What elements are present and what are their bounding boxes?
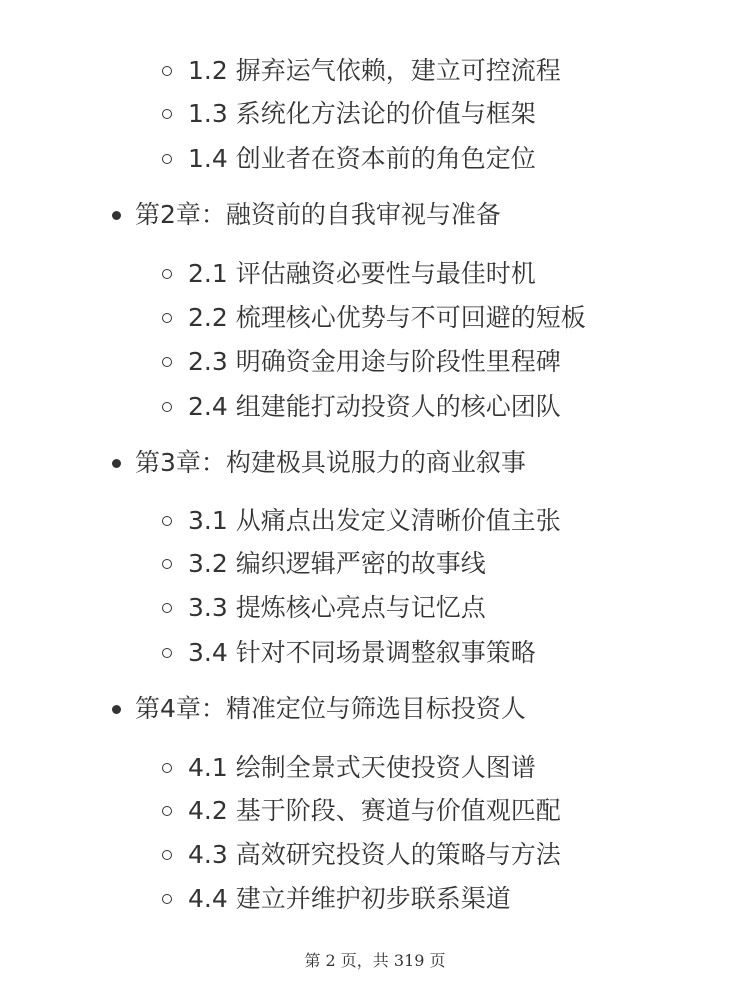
toc-section-item [162,637,536,669]
hollow-circle-bullet-icon [162,313,172,323]
toc-item-text: 3.1 从痛点出发定义清晰价值主张 [188,506,561,535]
toc-item-text: 第3章：构建极具说服力的商业叙事 [135,448,526,477]
toc-item-text: 3.3 提炼核心亮点与记忆点 [188,593,486,622]
toc-item-text: 第2章：融资前的自我审视与准备 [135,200,501,229]
hollow-circle-bullet-icon [162,894,172,904]
toc-section-item [162,548,486,580]
toc-section-item [162,55,561,87]
toc-section-item [162,752,536,784]
filled-circle-bullet-icon [112,705,121,714]
toc-item-text: 4.4 建立并维护初步联系渠道 [188,884,511,913]
toc-chapter-item [112,693,526,725]
toc-item-text: 2.3 明确资金用途与阶段性里程碑 [188,347,561,376]
toc-item-text: 2.1 评估融资必要性与最佳时机 [188,259,536,288]
toc-item-text: 4.3 高效研究投资人的策略与方法 [188,840,561,869]
toc-item-text: 1.2 摒弃运气依赖，建立可控流程 [188,56,561,85]
toc-item-text: 1.4 创业者在资本前的角色定位 [188,144,536,173]
hollow-circle-bullet-icon [162,402,172,412]
toc-section-item [162,592,486,624]
hollow-circle-bullet-icon [162,806,172,816]
page-number-footer: 第 2 页，共 319 页 [304,951,446,970]
hollow-circle-bullet-icon [162,516,172,526]
hollow-circle-bullet-icon [162,850,172,860]
toc-chapter-item [112,199,501,231]
toc-section-item [162,883,511,915]
toc-item-text: 4.1 绘制全景式天使投资人图谱 [188,753,536,782]
hollow-circle-bullet-icon [162,109,172,119]
hollow-circle-bullet-icon [162,648,172,658]
hollow-circle-bullet-icon [162,763,172,773]
toc-item-text: 3.2 编织逻辑严密的故事线 [188,549,486,578]
filled-circle-bullet-icon [112,211,121,220]
toc-section-item [162,346,561,378]
toc-item-text: 2.4 组建能打动投资人的核心团队 [188,392,561,421]
toc-section-item [162,839,561,871]
toc-section-item [162,98,536,130]
hollow-circle-bullet-icon [162,603,172,613]
toc-section-item [162,391,561,423]
toc-item-text: 第4章：精准定位与筛选目标投资人 [135,694,526,723]
filled-circle-bullet-icon [112,459,121,468]
hollow-circle-bullet-icon [162,66,172,76]
toc-section-item [162,143,536,175]
hollow-circle-bullet-icon [162,269,172,279]
hollow-circle-bullet-icon [162,559,172,569]
toc-section-item [162,795,561,827]
toc-item-text: 4.2 基于阶段、赛道与价值观匹配 [188,796,561,825]
toc-item-text: 1.3 系统化方法论的价值与框架 [188,99,536,128]
hollow-circle-bullet-icon [162,357,172,367]
toc-section-item [162,302,586,334]
toc-section-item [162,505,561,537]
toc-item-text: 3.4 针对不同场景调整叙事策略 [188,638,536,667]
toc-item-text: 2.2 梳理核心优势与不可回避的短板 [188,303,586,332]
toc-section-item [162,258,536,290]
hollow-circle-bullet-icon [162,154,172,164]
toc-chapter-item [112,447,526,479]
